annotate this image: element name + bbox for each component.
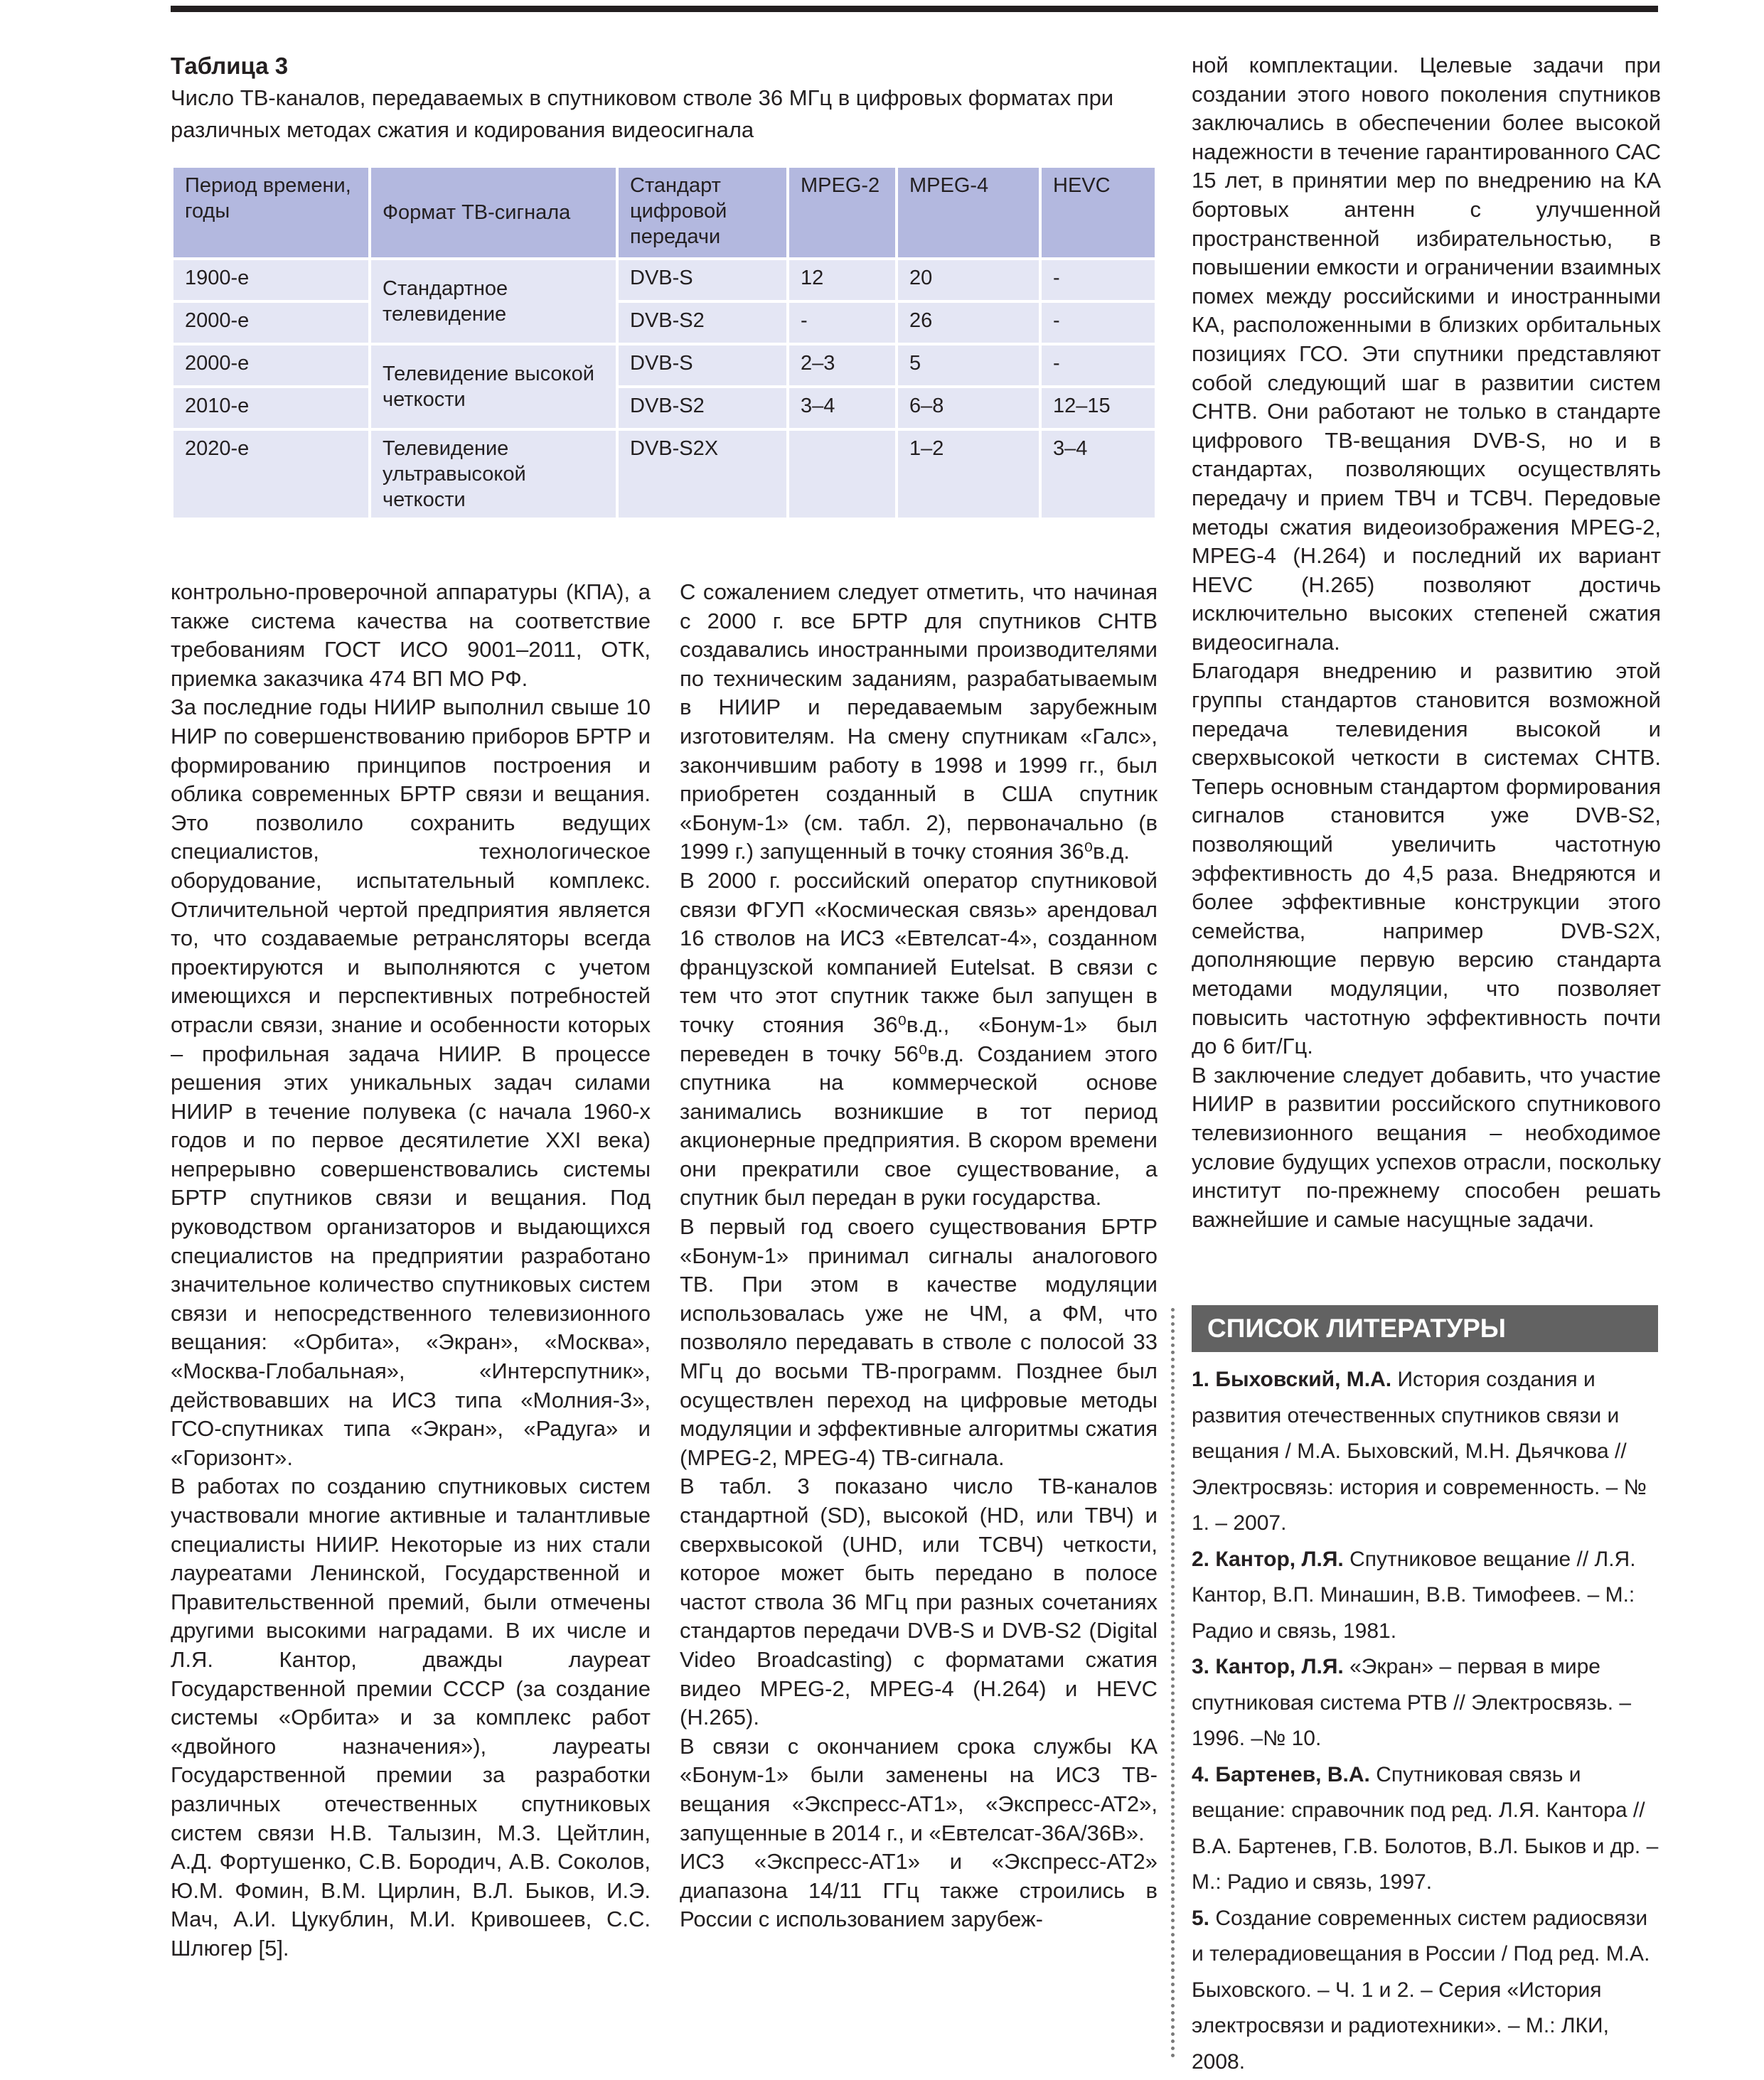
header-period: Период времени, годы xyxy=(172,166,370,259)
reference-text: Спутниковая связь и вещание: справочник под ред. Л.Я. Кантора // В.А. Бартенев, Г.В. Болотов, В.Л. Быков и др. – М.: Радио и связь, 1997. xyxy=(1192,1763,1658,1894)
top-rule xyxy=(171,6,1658,12)
cell-hevc: - xyxy=(1040,301,1156,344)
reference-number: 2. xyxy=(1192,1548,1209,1571)
cell-mpeg4: 5 xyxy=(897,344,1040,387)
reference-text: История создания и развития отечественных спутников связи и вещания / М.А. Быховский, М.Н. Дьячкова // Электросвязь: история и современность. – № 1. – 2007. xyxy=(1192,1368,1647,1535)
table-row xyxy=(172,429,1156,519)
cell-mpeg2: - xyxy=(788,301,897,344)
reference-text: «Экран» – первая в мире спутниковая система РТВ // Электросвязь. – 1996. –№ 10. xyxy=(1192,1655,1631,1750)
reference-author: Бартенев, В.А. xyxy=(1215,1763,1369,1786)
cell-standard: DVB-S2X xyxy=(617,429,788,519)
table-row xyxy=(172,344,1156,387)
text-column-1 xyxy=(171,578,651,1963)
reference-text: Создание современных систем радиосвязи и телерадиовещания в России / Под ред. М.А. Быховского. – Ч. 1 и 2. – Серия «История электросвязи и радиотехники». – М.: ЛКИ, 2008. xyxy=(1192,1907,1650,2074)
cell-format: Стандартное телевидение xyxy=(370,259,617,344)
paragraph: С сожалением следует отметить, что начиная с 2000 г. все БРТР для спутников СНТВ создавались иностранными производителями по техническим заданиям, разрабатываемым в НИИР и передаваемым зарубежным изготовителям. На смену спутникам «Галс», закончившим работу в 1998 и 1999 гг., был приобретен созданный в США спутник «Бонум-1» (см. табл. 2), первоначально (в 1999 г.) запущенный в точку стояния 36⁰в.д. xyxy=(680,578,1158,867)
cell-mpeg2: 2–3 xyxy=(788,344,897,387)
paragraph: В работах по созданию спутниковых систем участвовали многие активные и талантливые специалисты НИИР. Некоторые из них стали лауреатами Ленинской, Государственной и Правительственной премий, были отмечены другими высокими наградами. В их числе и Л.Я. Кантор, дважды лауреат Государственной премии СССР (за создание системы «Орбита» и за комплекс работ «двойного назначения»), лауреаты Государственной премии за разработки различных отечественных спутниковых систем связи Н.В. Талызин, М.З. Цейтлин, А.Д. Фортушенко, С.В. Бородич, А.В. Соколов, Ю.М. Фомин, В.М. Цирлин, В.Л. Быков, И.Э. Мач, А.И. Цукублин, М.И. Кривошеев, С.С. Шлюгер [5]. xyxy=(171,1472,651,1963)
references-heading: СПИСОК ЛИТЕРАТУРЫ xyxy=(1192,1305,1658,1352)
table-row xyxy=(172,259,1156,301)
cell-standard: DVB-S xyxy=(617,259,788,301)
cell-mpeg2: 3–4 xyxy=(788,387,897,429)
header-standard: Стандарт цифровой передачи xyxy=(617,166,788,259)
cell-period: 2000-е xyxy=(172,344,370,387)
reference-item xyxy=(1192,1362,1661,1542)
cell-format: Телевидение высокой четкости xyxy=(370,344,617,429)
table-row xyxy=(172,301,1156,344)
cell-mpeg4: 1–2 xyxy=(897,429,1040,519)
table-header-row xyxy=(172,166,1156,259)
channels-table xyxy=(171,165,1158,520)
cell-period: 2020-е xyxy=(172,429,370,519)
paragraph: Благодаря внедрению и развитию этой группы стандартов становится возможной передача телевидения высокой и сверхвысокой четкости в системах СНТВ. Теперь основным стандартом формирования сигналов становится уже DVB-S2, позволяющий увеличить частотную эффективность до 4,5 раза. Внедряются и более эффективные конструкции этого семейства, например DVB-S2X, дополняющие первую версию стандарта методами модуляции, что позволяет повысить частотную эффективность почти до 6 бит/Гц. xyxy=(1192,657,1661,1061)
reference-author: Кантор, Л.Я. xyxy=(1215,1655,1343,1678)
reference-number: 1. xyxy=(1192,1368,1209,1391)
table-caption xyxy=(171,50,1166,146)
cell-hevc: - xyxy=(1040,259,1156,301)
reference-text: Спутниковое вещание // Л.Я. Кантор, В.П. Минашин, В.В. Тимофеев. – М.: Радио и связь, 1981. xyxy=(1192,1548,1636,1643)
dotted-divider xyxy=(1171,1308,1175,2058)
cell-period: 2000-е xyxy=(172,301,370,344)
header-hevc: HEVC xyxy=(1040,166,1156,259)
reference-item xyxy=(1192,1901,1661,2080)
cell-period: 2010-е xyxy=(172,387,370,429)
paragraph: В первый год своего существования БРТР «Бонум-1» принимал сигналы аналогового ТВ. При этом в качестве модуляции использовалась уже не ЧМ, а ФМ, что позволяло передавать в стволе с полосой 33 МГц до восьми ТВ-программ. Позднее был осуществлен переход на цифровые методы модуляции и эффективные алгоритмы сжатия (MPEG-2, MPEG-4) ТВ-сигнала. xyxy=(680,1213,1158,1472)
cell-period: 1900-е xyxy=(172,259,370,301)
paragraph: В 2000 г. российский оператор спутниковой связи ФГУП «Космическая связь» арендовал 16 стволов на ИСЗ «Евтелсат-4», созданном французской компанией Eutelsat. В связи с тем что этот спутник также был запущен в точку стояния 36⁰в.д., «Бонум-1» был переведен в точку 56⁰в.д. Созданием этого спутника на коммерческой основе занимались возникшие в тот период акционерные предприятия. В скором времени они прекратили свое существование, а спутник был передан в руки государства. xyxy=(680,867,1158,1213)
paragraph: В табл. 3 показано число ТВ-каналов стандартной (SD), высокой (HD, или ТВЧ) и сверхвысокой (UHD, или ТСВЧ) четкости, которое может быть передано в полосе частот ствола 36 МГц при разных сочетаниях стандартов передачи DVB-S и DVB-S2 (Digital Video Broadcasting) с форматами сжатия видео MPEG-2, MPEG-4 (H.264) и HEVC (H.265). xyxy=(680,1472,1158,1732)
cell-standard: DVB-S2 xyxy=(617,387,788,429)
cell-hevc: 12–15 xyxy=(1040,387,1156,429)
paragraph: В связи с окончанием срока службы КА «Бонум-1» были заменены на ИСЗ ТВ-вещания «Экспресс-АТ1», «Экспресс-АТ2», запущенные в 2014 г., и «Евтелсат-36А/36В». xyxy=(680,1732,1158,1848)
header-mpeg2: MPEG-2 xyxy=(788,166,897,259)
reference-number: 5. xyxy=(1192,1907,1209,1930)
table-title: Таблица 3 xyxy=(171,50,1166,82)
text-column-3 xyxy=(1192,51,1661,1234)
reference-item xyxy=(1192,1649,1661,1757)
cell-mpeg2: 12 xyxy=(788,259,897,301)
paragraph: ной комплектации. Целевые задачи при создании этого нового поколения спутников заключались в обеспечении более высокой надежности в течение гарантированного САС 15 лет, в принятии мер по внедрению на КА бортовых антенн с улучшенной пространственной избирательностью, в повышении емкости и ограничении взаимных помех между российскими и иностранными КА, расположенными в близких орбитальных позициях ГСО. Эти спутники представляют собой следующий шаг в развитии систем СНТВ. Они работают не только в стандарте цифрового ТВ-вещания DVB-S, но и в стандартах, позволяющих осуществлять передачу и прием ТВЧ и ТСВЧ. Передовые методы сжатия видеоизображения MPEG-2, MPEG-4 (H.264) и последний их вариант HEVC (H.265) позволяют достичь исключительно высоких степеней сжатия видеосигнала. xyxy=(1192,51,1661,657)
cell-mpeg4: 26 xyxy=(897,301,1040,344)
paragraph: В заключение следует добавить, что участие НИИР в развитии российского спутникового телевизионного вещания – необходимое условие будущих успехов отрасли, поскольку институт по-прежнему способен решать важнейшие и самые насущные задачи. xyxy=(1192,1061,1661,1235)
cell-mpeg2 xyxy=(788,429,897,519)
cell-standard: DVB-S2 xyxy=(617,301,788,344)
cell-mpeg4: 20 xyxy=(897,259,1040,301)
cell-hevc: 3–4 xyxy=(1040,429,1156,519)
paragraph: За последние годы НИИР выполнил свыше 10 НИР по совершенствованию приборов БРТР и формированию принципов построения и облика современных БРТР связи и вещания. Это позволило сохранить ведущих специалистов, технологическое оборудование, испытательный комплекс. Отличительной чертой предприятия является то, что создаваемые ретрансляторы всегда проектируются и выполняются с учетом имеющихся и перспективных потребностей отрасли связи, знание и особенности которых – профильная задача НИИР. В процессе решения этих уникальных задач силами НИИР в течение полувека (с начала 1960-х годов и по первое десятилетие XXI века) непрерывно совершенствовались системы БРТР спутников связи и вещания. Под руководством организаторов и выдающихся специалистов на предприятии разработано значительное количество спутниковых систем связи и непосредственного телевизионного вещания: «Орбита», «Экран», «Москва», «Москва-Глобальная», «Интерспутник», действовавших на ИСЗ типа «Молния-3», ГСО-спутниках типа «Экран», «Радуга» и «Горизонт». xyxy=(171,693,651,1472)
cell-standard: DVB-S xyxy=(617,344,788,387)
reference-number: 4. xyxy=(1192,1763,1209,1786)
reference-author: Быховский, М.А. xyxy=(1215,1368,1391,1391)
reference-number: 3. xyxy=(1192,1655,1209,1678)
reference-item xyxy=(1192,1757,1661,1901)
cell-format: Телевидение ультравысокой четкости xyxy=(370,429,617,519)
paragraph: ИСЗ «Экспресс-АТ1» и «Экспресс-АТ2» диапазона 14/11 ГГц также строились в России с использованием зарубеж- xyxy=(680,1848,1158,1934)
header-mpeg4: MPEG-4 xyxy=(897,166,1040,259)
reference-item xyxy=(1192,1542,1661,1650)
table-row xyxy=(172,387,1156,429)
cell-mpeg4: 6–8 xyxy=(897,387,1040,429)
text-column-2 xyxy=(680,578,1158,1934)
table-subtitle: Число ТВ-каналов, передаваемых в спутниковом стволе 36 МГц в цифровых форматах при различных методах сжатия и кодирования видеосигнала xyxy=(171,82,1166,146)
cell-hevc: - xyxy=(1040,344,1156,387)
header-format: Формат ТВ-сигнала xyxy=(370,166,617,259)
reference-author: Кантор, Л.Я. xyxy=(1215,1548,1343,1571)
paragraph: контрольно-проверочной аппаратуры (КПА), а также система качества на соответствие требованиям ГОСТ ИСО 9001–2011, ОТК, приемка заказчика 474 ВП МО РФ. xyxy=(171,578,651,693)
references-list xyxy=(1192,1362,1661,2080)
